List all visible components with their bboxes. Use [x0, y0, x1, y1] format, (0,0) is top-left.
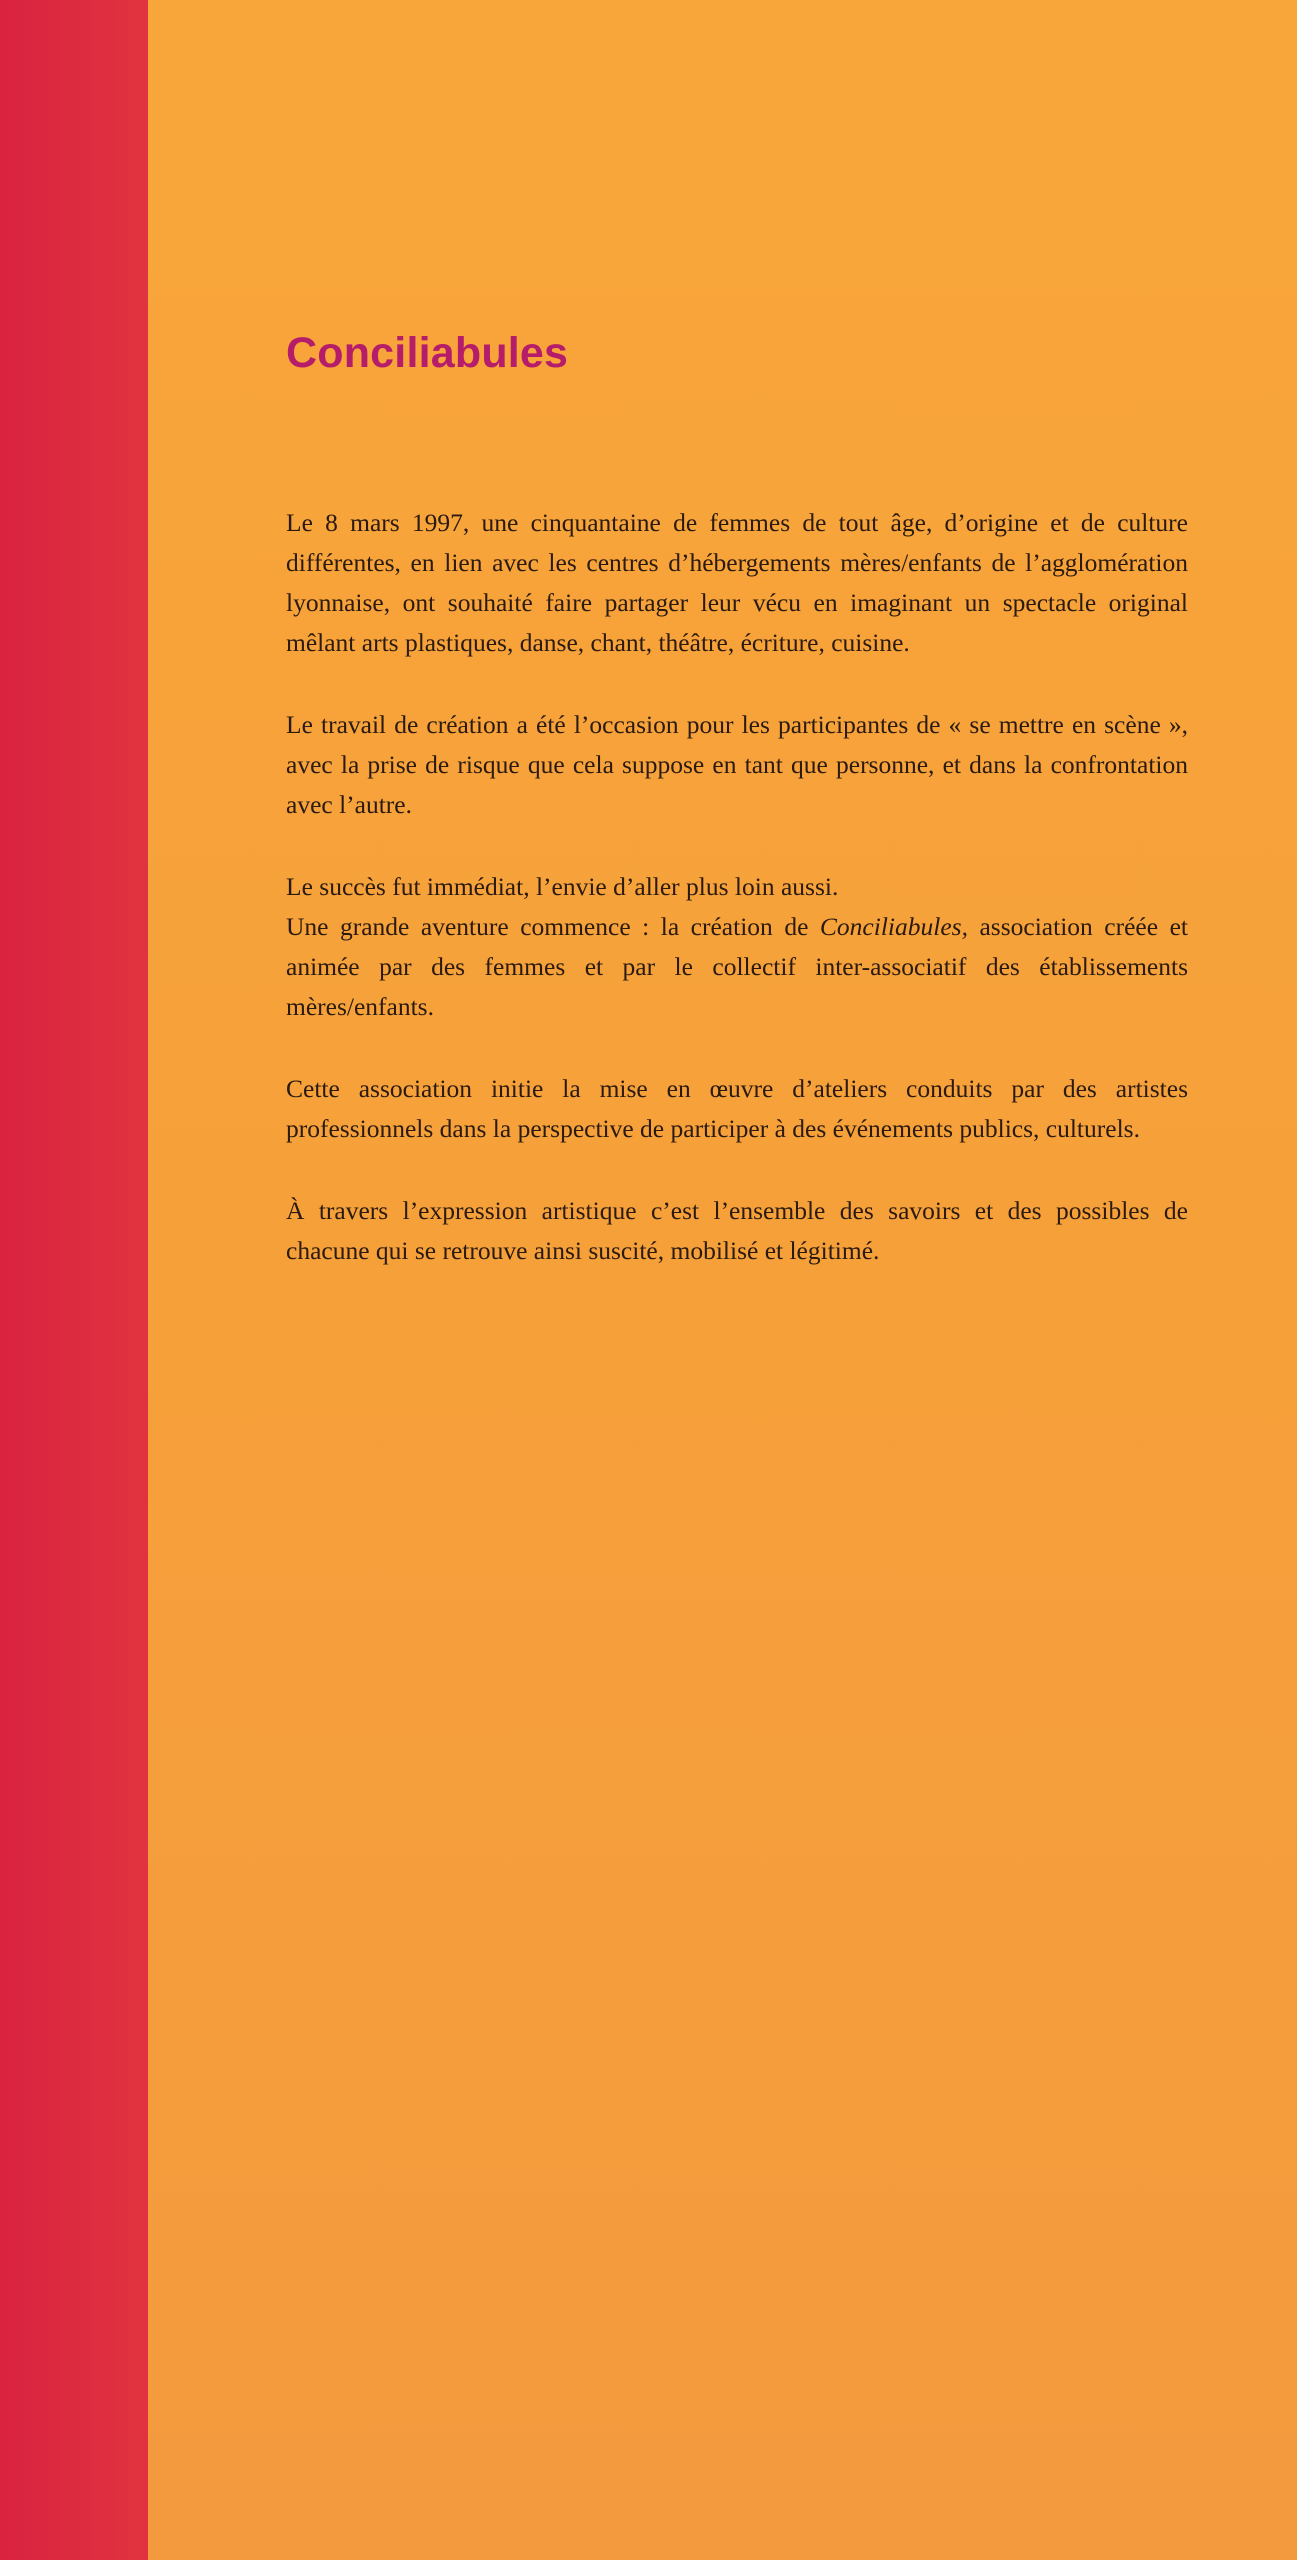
paragraph-2: Le travail de création a été l’occasion pour les participantes de « se mettre en scène », avec la prise de risque que cela suppose en tant que personne, et dans la confrontation avec l’autre. — [286, 710, 1188, 820]
paragraph-1: Le 8 mars 1997, une cinquantaine de femmes de tout âge, d’origine et de culture différentes, en lien avec les centres d’hébergements mères/enfants de l’agglomération lyonnaise, ont souhaité faire partager leur vécu en imaginant un spectacle original mêlant arts plastiques, danse, chant, théâtre, écriture, cuisine. — [286, 508, 1188, 658]
paragraph-6: À travers l’expression artistique c’est l’ensemble des savoirs et des possibles de chacune qui se retrouve ainsi suscité, mobilisé et légitimé. — [286, 1196, 1188, 1266]
document-content — [286, 330, 1188, 1313]
paragraph-3: Le succès fut immédiat, l’envie d’aller plus loin aussi. — [286, 872, 839, 902]
paragraph-4-after: association créée et animée par des femmes et par le collectif inter-associatif des établissements mères/enfants. — [286, 912, 1188, 1022]
page-title: Conciliabules — [286, 329, 569, 377]
paragraph-4 — [286, 907, 1188, 1027]
paragraph-4-before: Une grande aventure commence : la création de — [286, 912, 820, 942]
paragraph-5: Cette association initie la mise en œuvre d’ateliers conduits par des artistes professionnels dans la perspective de participer à des événements publics, culturels. — [286, 1074, 1188, 1144]
side-color-band — [0, 0, 148, 2560]
paragraph-4-italic: Conciliabules, — [819, 912, 968, 942]
